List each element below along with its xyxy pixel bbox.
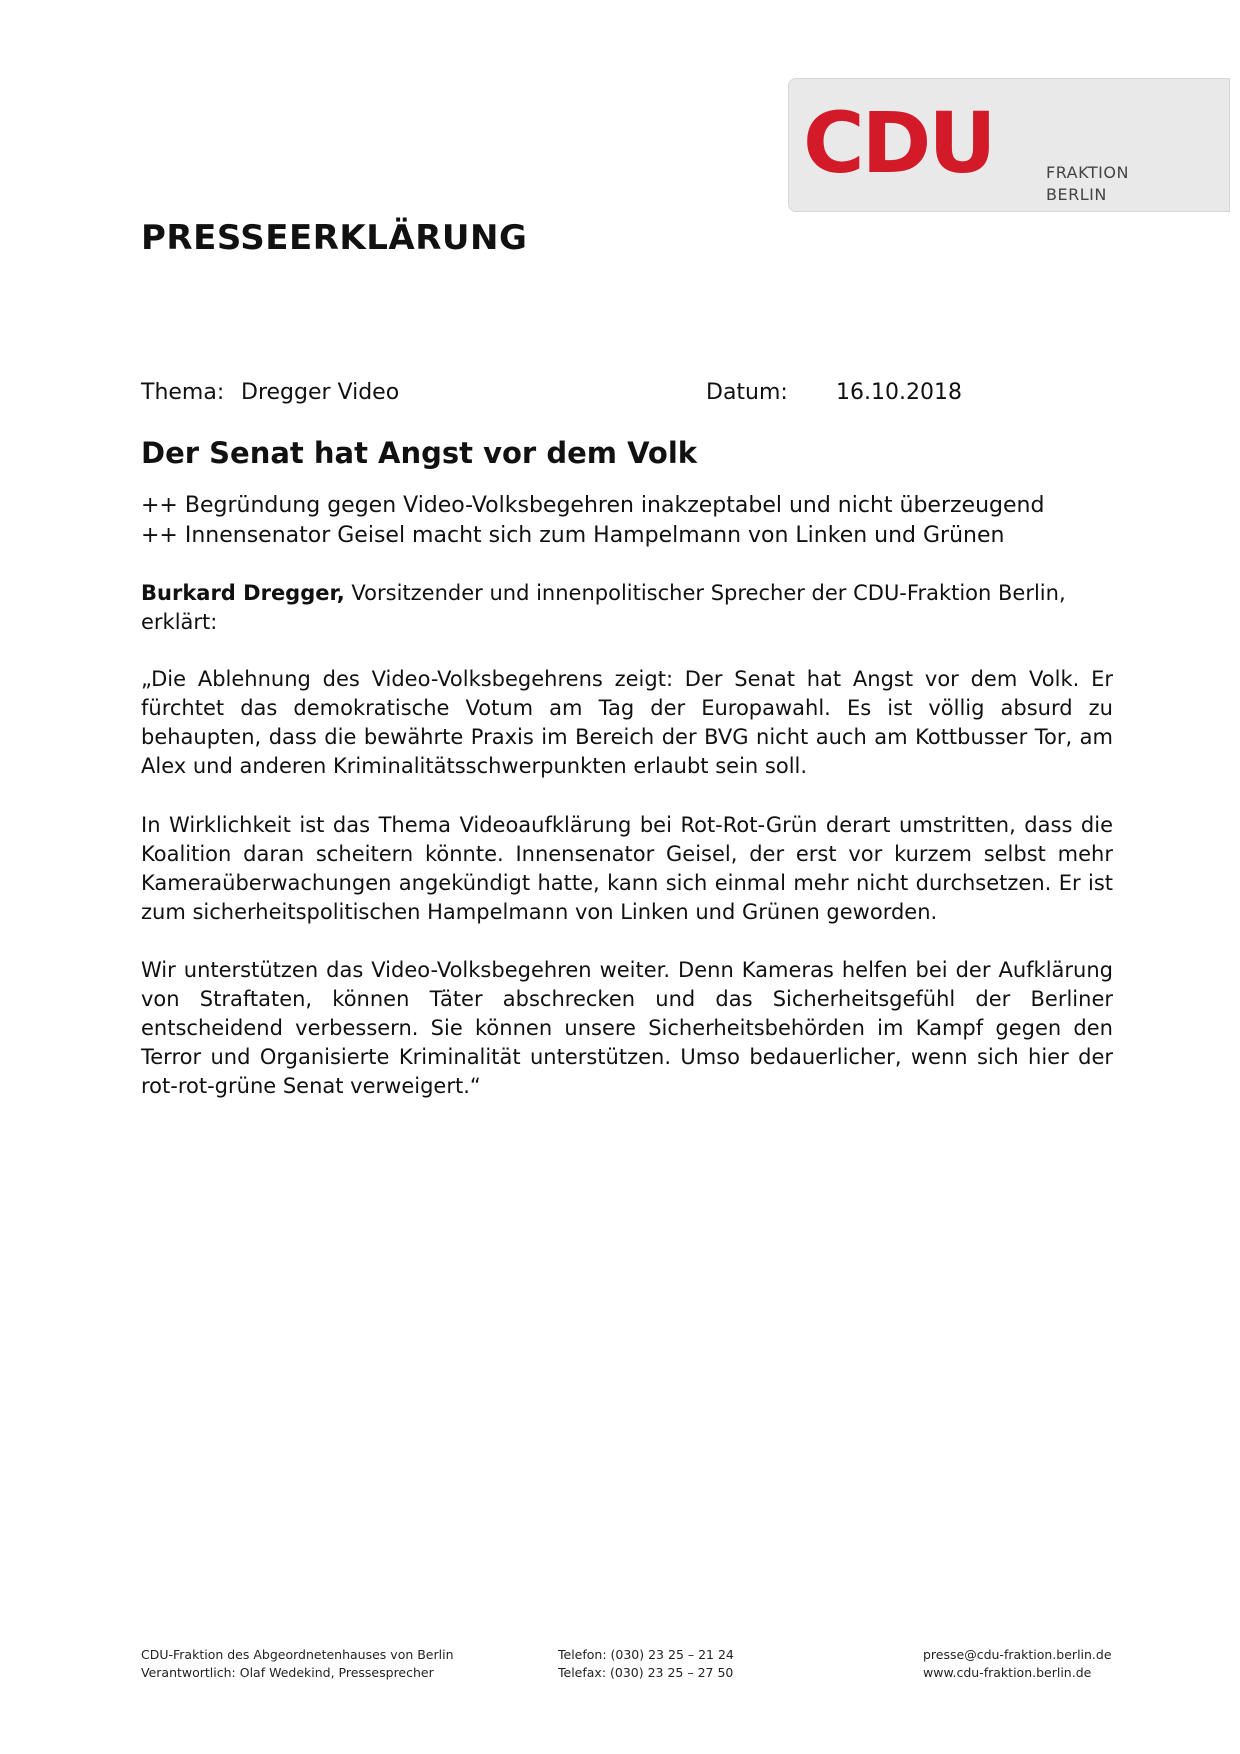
thema-value: Dregger Video [241, 380, 400, 405]
subheading-1: ++ Begründung gegen Video-Volksbegehren inakzeptabel und nicht überzeugend [141, 493, 1045, 518]
logo-subtitle [1046, 162, 1129, 206]
speaker-role: Vorsitzender und innenpolitischer Sprecher der CDU-Fraktion Berlin, erklärt: [141, 581, 1066, 634]
speaker-name: Burkard Dregger, [141, 581, 345, 605]
logo-box [788, 78, 1230, 212]
logo-line-berlin: BERLIN [1046, 185, 1107, 204]
speaker-intro [141, 579, 1113, 637]
footer-website[interactable]: www.cdu-fraktion.berlin.de [923, 1665, 1092, 1680]
paragraph-3: Wir unterstützen das Video-Volksbegehren weiter. Denn Kameras helfen bei der Aufklärung von Straftaten, können Täter abschrecken und das Sicherheitsgefühl der Berliner entscheidend verbessern. Sie können unsere Sicherheitsbehörden im Kampf gegen den Terror und Organisierte Kriminalität unterstützen. Umso bedauerlicher, wenn sich hier der rot-rot-grüne Senat verweigert.“ [141, 958, 1113, 1098]
footer-responsible: Verantwortlich: Olaf Wedekind, Pressesprecher [141, 1665, 434, 1680]
subheading-2: ++ Innensenator Geisel macht sich zum Hampelmann von Linken und Grünen [141, 523, 1005, 548]
press-headline: Der Senat hat Angst vor dem Volk [141, 436, 698, 470]
footer-right [923, 1646, 1112, 1682]
footer-fax: Telefax: (030) 23 25 – 27 50 [558, 1665, 734, 1680]
thema-label: Thema: [141, 380, 225, 405]
footer-phone: Telefon: (030) 23 25 – 21 24 [558, 1647, 734, 1662]
datum-label: Datum: [706, 380, 788, 405]
paragraph-2: In Wirklichkeit ist das Thema Videoaufklärung bei Rot-Rot-Grün derart umstritten, dass die Koalition daran scheitern könnte. Innensenator Geisel, der erst vor kurzem selbst mehr Kameraüberwachungen angekündigt hatte, kann sich einmal mehr nicht durchsetzen. Er ist zum sicherheitspolitischen Hampelmann von Linken und Grünen geworden. [141, 813, 1113, 924]
logo-line-fraktion: FRAKTION [1046, 163, 1129, 182]
footer-organization: CDU-Fraktion des Abgeordnetenhauses von Berlin [141, 1647, 454, 1662]
datum-value: 16.10.2018 [836, 380, 962, 405]
document-type-heading: PRESSEERKLÄRUNG [141, 218, 528, 258]
paragraph-1: „Die Ablehnung des Video-Volksbegehrens zeigt: Der Senat hat Angst vor dem Volk. Er fürchtet das demokratische Votum am Tag der Europawahl. Es ist völlig absurd zu behaupten, dass die bewährte Praxis im Bereich der BVG nicht auch am Kottbusser Tor, am Alex und anderen Kriminalitätsschwerpunkten erlaubt sein soll. [141, 667, 1113, 778]
footer-middle [558, 1646, 734, 1682]
footer-email[interactable]: presse@cdu-fraktion.berlin.de [923, 1647, 1112, 1662]
cdu-logo: CDU [803, 94, 994, 192]
footer-left [141, 1646, 454, 1682]
